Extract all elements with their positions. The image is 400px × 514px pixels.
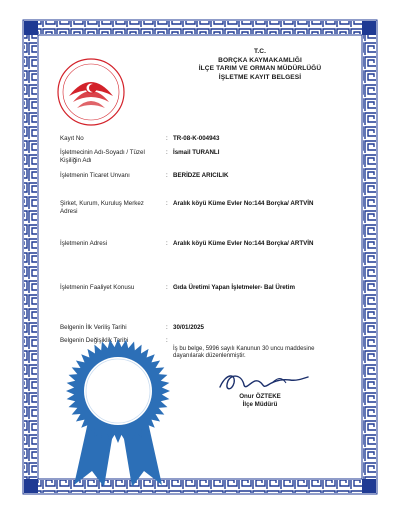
field-label: Şirket, Kurum, Kuruluş Merkez Adresi [60,200,144,215]
field-label: Belgenin İlk Veriliş Tarihi [60,324,127,331]
field-label: Belgenin Değişiklik Tarihi [60,337,129,344]
field-colon: : [166,337,168,344]
field-value: Aralık köyü Küme Evler No:144 Borçka/ ARTVİN [173,200,314,207]
signatory [222,393,298,408]
field-label: İşletmenin Ticaret Unvanı [60,172,130,179]
field-colon: : [166,324,168,331]
field-value: Gıda Üretimi Yapan İşletmeler- Bal Üretim [173,284,295,291]
legal-footnote: İş bu belge, 5996 sayılı Kanunun 30 uncu maddesine dayanılarak düzenlenmiştir. [173,346,315,360]
field-colon: : [166,200,168,207]
field-value: TR-08-K-004943 [173,135,220,142]
field-label: Kayıt No [60,135,84,142]
ministry-logo [55,56,127,128]
field-label: İşletmenin Adresi [60,240,108,247]
field-value: 30/01/2025 [173,324,204,331]
field-label: İşletmecinin Adı-Soyadı / Tüzel Kişiliğin Adı [60,149,145,164]
field-colon: : [166,240,168,247]
field-colon: : [166,284,168,291]
field-colon: : [166,149,168,156]
field-value: BERİDZE ARICILIK [173,172,229,179]
header-country: T.C. [253,48,267,55]
rosette-seal [62,335,174,490]
header-district-office: BORÇKA KAYMAKAMLIĞI [218,56,302,64]
certificate-header [140,48,380,82]
field-colon: : [166,135,168,142]
field-value: İsmail TURANLI [173,149,220,156]
field-colon: : [166,172,168,179]
field-value: Aralık köyü Küme Evler No:144 Borçka/ ARTVİN [173,240,314,247]
signatory-name: Onur ÖZTEKE [239,393,281,400]
field-label: İşletmenin Faaliyet Konusu [60,284,135,291]
signatory-title: İlçe Müdürü [242,400,278,408]
certificate-title: İŞLETME KAYIT BELGESİ [218,73,302,81]
header-directorate: İLÇE TARIM VE ORMAN MÜDÜRLÜĞÜ [198,65,322,73]
